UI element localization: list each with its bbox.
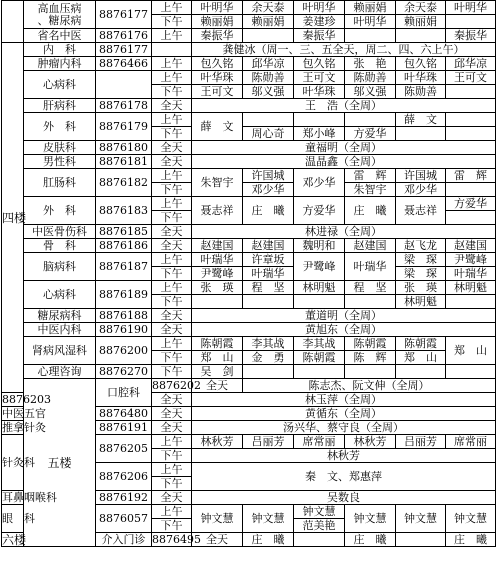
table-row: [2, 281, 496, 295]
period-cell: 上午: [152, 197, 192, 211]
schedule-note: 吴数良: [192, 491, 496, 505]
doctor-cell: 王可文: [192, 85, 243, 99]
schedule-note: 董道明（全周）: [192, 309, 496, 323]
period-cell: 全天: [152, 407, 192, 421]
table-row: [2, 337, 496, 351]
doctor-cell: 梁 琛: [396, 267, 446, 281]
doctor-cell: 程 坚: [243, 281, 294, 295]
doctor-cell: 庄 曦: [446, 533, 496, 547]
phone-cell: 8876180: [96, 141, 152, 155]
doctor-cell: 钟文慧: [294, 505, 345, 519]
dept-cell: 中医骨伤科: [24, 225, 96, 239]
doctor-cell: 方爱华: [294, 197, 345, 225]
doctor-cell: 陈朝霞: [192, 337, 243, 351]
doctor-cell: 庄 曦: [345, 197, 396, 225]
doctor-cell: 叶华珠: [396, 71, 446, 85]
doctor-cell: 叶瑞华: [192, 253, 243, 267]
period-cell: 全天: [152, 239, 192, 253]
doctor-cell: 金 勇: [243, 351, 294, 365]
doctor-cell: 庄 曦: [243, 533, 294, 547]
doctor-cell: 林秋芳: [192, 435, 243, 449]
dept-cell: 高血压病 、糖尿病: [24, 1, 96, 29]
doctor-cell: 钟文慧: [396, 505, 446, 533]
schedule-note: 秦 文、郑惠萍: [192, 463, 496, 491]
doctor-cell: 叶明华: [345, 15, 396, 29]
phone-cell: 8876191: [96, 421, 152, 435]
doctor-cell: 秦振华: [192, 29, 243, 43]
table-row: [2, 113, 496, 127]
period-cell: 上午: [152, 337, 192, 351]
phone-cell: 8876495: [152, 532, 201, 546]
period-cell: 全天: [152, 323, 192, 337]
period-cell: 下午: [152, 183, 192, 197]
doctor-cell: 郑小峰: [294, 127, 345, 141]
phone-cell: 8876466: [96, 57, 152, 71]
schedule-note: 林进禄（全周）: [192, 225, 496, 239]
period-cell: 下午: [152, 477, 192, 491]
doctor-cell: 赵建国: [192, 239, 243, 253]
phone-cell: 8876270: [96, 365, 152, 379]
phone-cell: 8876206: [96, 463, 152, 491]
doctor-cell: 邓少华: [396, 183, 446, 197]
dept-cell: 骨 科: [24, 239, 96, 253]
doctor-cell: 邱华凉: [243, 57, 294, 71]
doctor-cell: 邬义强: [345, 85, 396, 99]
table-row: [2, 197, 496, 211]
schedule-note: 王 浩（全周）: [192, 99, 496, 113]
period-cell: 全天: [192, 379, 243, 393]
table-row: [2, 309, 496, 323]
dept-cell: 省名中医: [24, 29, 96, 43]
dept-cell: 男性科: [24, 155, 96, 169]
doctor-cell: 赵建国: [243, 239, 294, 253]
dept-cell: 皮肤科: [24, 141, 96, 155]
period-cell: 上午: [152, 113, 192, 127]
period-cell: 全天: [152, 155, 192, 169]
period-cell: 下午: [152, 449, 192, 463]
doctor-cell: 姜建珍: [294, 15, 345, 29]
doctor-cell: 范美艳: [294, 519, 345, 533]
schedule-note: 童福明（全周）: [192, 141, 496, 155]
period-cell: 下午: [152, 351, 192, 365]
phone-cell: 8876192: [96, 491, 152, 505]
period-cell: 上午: [152, 281, 192, 295]
doctor-cell: 吕丽芳: [243, 435, 294, 449]
doctor-cell: 陈勋善: [345, 71, 396, 85]
table-row: [2, 71, 496, 85]
dept-cell: 内 科: [24, 43, 96, 57]
doctor-cell: 聂志祥: [192, 197, 243, 225]
dept-cell: 推拿针灸: [2, 420, 46, 434]
doctor-cell: 许国城: [243, 169, 294, 183]
table-row: [2, 379, 496, 393]
phone-cell: 8876178: [96, 99, 152, 113]
doctor-cell: 秦振华: [294, 29, 345, 43]
dept-cell: 中医五官: [2, 406, 46, 420]
phone-cell: 8876177: [96, 43, 152, 57]
period-cell: 上午: [152, 169, 192, 183]
phone-cell: 8876185: [96, 225, 152, 239]
phone-cell: 8876181: [96, 155, 152, 169]
doctor-cell: 庄 曦: [243, 197, 294, 225]
phone-cell: 8876189: [96, 281, 152, 309]
schedule-note: 黄旭东（全周）: [192, 323, 496, 337]
doctor-cell: 薛 文: [396, 113, 446, 127]
doctor-cell: 张 瑛: [396, 281, 446, 295]
schedule-table: [1, 0, 496, 547]
phone-cell: 8876202: [152, 378, 201, 392]
doctor-cell: 尹鹭峰: [294, 253, 345, 281]
table-row: [2, 365, 496, 379]
schedule-note: 陈志杰、阮文伸（全周）: [243, 379, 496, 393]
doctor-cell: 林明魁: [446, 281, 496, 295]
phone-cell: 8876200: [96, 337, 152, 365]
doctor-cell: 赖丽娟: [243, 15, 294, 29]
table-row: [2, 225, 496, 239]
dept-cell: 耳鼻咽喉科: [2, 490, 57, 504]
doctor-cell: 雷 辉: [446, 169, 496, 183]
period-cell: 下午: [152, 85, 192, 99]
doctor-cell: 林秋芳: [345, 435, 396, 449]
doctor-cell: 包久铭: [192, 57, 243, 71]
doctor-cell: 包久铭: [396, 57, 446, 71]
period-cell: 下午: [152, 365, 192, 379]
dept-cell: 肾病风湿科: [24, 337, 96, 365]
doctor-cell: 叶明华: [294, 1, 345, 15]
phone-cell: 8876177: [96, 1, 152, 29]
dept-cell: 外 科: [24, 113, 96, 141]
doctor-cell: 林明魁: [294, 281, 345, 295]
dept-cell: 针灸科: [2, 435, 24, 491]
period-cell: 上午: [152, 29, 192, 43]
doctor-cell: 吕丽芳: [396, 435, 446, 449]
phone-cell: 8876186: [96, 239, 152, 253]
period-cell: 下午: [152, 267, 192, 281]
doctor-cell: 方爱华: [446, 197, 496, 211]
doctor-cell: 林明魁: [396, 295, 446, 309]
doctor-cell: 余天泰: [243, 1, 294, 15]
phone-cell: 8876057: [96, 505, 152, 533]
table-row: [2, 43, 496, 57]
table-row: [2, 253, 496, 267]
doctor-cell: 许国城: [396, 169, 446, 183]
dept-cell: 心病科: [24, 71, 96, 99]
phone-cell: 8876179: [96, 113, 152, 141]
doctor-cell: 叶明华: [192, 1, 243, 15]
period-cell: 全天: [152, 225, 192, 239]
table-row: [2, 323, 496, 337]
doctor-cell: 陈勋善: [243, 71, 294, 85]
doctor-cell: 尹鹭峰: [192, 267, 243, 281]
doctor-cell: 尹鹭峰: [446, 253, 496, 267]
dept-cell: 心病科: [24, 281, 96, 309]
period-cell: 下午: [152, 211, 192, 225]
floor-label: 五楼: [24, 379, 96, 547]
dept-cell: 介入门诊: [96, 533, 152, 547]
period-cell: 上午: [152, 1, 192, 15]
doctor-cell: 李其战: [243, 337, 294, 351]
floor-label: 六楼: [2, 532, 27, 547]
table-row: [2, 169, 496, 183]
schedule-note: 林秋芳: [192, 449, 496, 463]
period-cell: 上午: [152, 57, 192, 71]
doctor-cell: 钟文慧: [345, 505, 396, 533]
period-cell: 全天: [152, 99, 192, 113]
phone-cell: 8876203: [2, 392, 51, 406]
phone-cell: 8876182: [96, 169, 152, 197]
period-cell: 上午: [152, 505, 192, 519]
doctor-cell: 赵飞龙: [396, 239, 446, 253]
doctor-cell: 赖丽娟: [192, 15, 243, 29]
period-cell: 上午: [152, 435, 192, 449]
floor-label: 四楼: [2, 43, 24, 393]
doctor-cell: 邬义强: [243, 85, 294, 99]
doctor-cell: 张 瑛: [192, 281, 243, 295]
doctor-cell: 许章坂: [243, 253, 294, 267]
phone-cell: 8876480: [96, 407, 152, 421]
doctor-cell: 陈朝霞: [294, 351, 345, 365]
doctor-cell: 席常丽: [294, 435, 345, 449]
phone-cell: 8876176: [96, 29, 152, 43]
period-cell: 全天: [152, 421, 192, 435]
table-row: [2, 239, 496, 253]
phone-cell: 8876188: [96, 309, 152, 323]
doctor-cell: 席常丽: [446, 435, 496, 449]
schedule-note: 汤兴华、蔡守良（全周）: [192, 421, 496, 435]
doctor-cell: 邓少华: [243, 183, 294, 197]
period-cell: 下午: [152, 519, 192, 533]
doctor-cell: 赖丽娟: [396, 15, 446, 29]
phone-cell: 8876183: [96, 197, 152, 225]
dept-cell: 肿瘤内科: [24, 57, 96, 71]
table-row: [2, 141, 496, 155]
doctor-cell: 包久铭: [294, 57, 345, 71]
doctor-cell: 邓少华: [294, 169, 345, 197]
doctor-cell: 秦振华: [446, 29, 496, 43]
doctor-cell: 叶瑞华: [345, 253, 396, 281]
dept-cell: 肛肠科: [24, 169, 96, 197]
period-cell: 全天: [152, 309, 192, 323]
dept-cell: 口腔科: [96, 379, 152, 407]
doctor-cell: 陈 辉: [345, 351, 396, 365]
doctor-cell: 叶明华: [446, 1, 496, 15]
schedule-note: 黄循东（全周）: [192, 407, 496, 421]
doctor-cell: 朱智宇: [345, 183, 396, 197]
doctor-cell: 庄 曦: [345, 533, 396, 547]
doctor-cell: 叶瑞华: [446, 267, 496, 281]
doctor-cell: 赵建国: [446, 239, 496, 253]
doctor-cell: 程 坚: [345, 281, 396, 295]
doctor-cell: 钟文慧: [243, 505, 294, 533]
doctor-cell: 赖丽娟: [345, 1, 396, 15]
period-cell: 上午: [152, 71, 192, 85]
period-cell: 下午: [152, 295, 192, 309]
phone-cell: 8876190: [96, 323, 152, 337]
dept-cell: 脑病科: [24, 253, 96, 281]
doctor-cell: 叶瑞华: [243, 267, 294, 281]
period-cell: 全天: [152, 141, 192, 155]
schedule-note: 林玉萍（全周）: [192, 393, 496, 407]
doctor-cell: 朱智宇: [192, 169, 243, 197]
doctor-cell: 陈朝霞: [396, 337, 446, 351]
table-row: [2, 29, 496, 43]
dept-cell: 眼 科: [2, 505, 24, 533]
dept-cell: 糖尿病科: [24, 309, 96, 323]
doctor-cell: 邱华凉: [446, 57, 496, 71]
phone-cell: 8876205: [96, 435, 152, 463]
dept-cell: 肝病科: [24, 99, 96, 113]
doctor-cell: 叶华珠: [192, 71, 243, 85]
dept-cell: 中医内科: [24, 323, 96, 337]
doctor-cell: 赵建国: [345, 239, 396, 253]
table-row: [2, 57, 496, 71]
dept-cell: 外 科: [24, 197, 96, 225]
doctor-cell: 陈勋善: [396, 85, 446, 99]
table-row: [2, 99, 496, 113]
period-cell: 上午: [152, 463, 192, 477]
table-row: [2, 155, 496, 169]
doctor-cell: 王可文: [294, 71, 345, 85]
doctor-cell: 郑 山: [396, 351, 446, 365]
period-cell: 全天: [192, 533, 243, 547]
doctor-cell: 薛 文: [192, 113, 243, 141]
dept-cell: 心理咨询: [24, 365, 96, 379]
doctor-cell: 余天泰: [396, 1, 446, 15]
period-cell: 全天: [152, 393, 192, 407]
doctor-cell: 钟文慧: [446, 505, 496, 533]
doctor-cell: 魏明和: [294, 239, 345, 253]
doctor-cell: 雷 辉: [345, 169, 396, 183]
doctor-cell: 钟文慧: [192, 505, 243, 533]
doctor-cell: 叶华珠: [294, 85, 345, 99]
doctor-cell: 郑 山: [446, 337, 496, 365]
doctor-cell: 梁 琛: [396, 253, 446, 267]
period-cell: 下午: [152, 15, 192, 29]
period-cell: 上午: [152, 253, 192, 267]
doctor-cell: 王可文: [446, 71, 496, 85]
table-row: [2, 1, 496, 15]
doctor-cell: 聂志祥: [396, 197, 446, 225]
doctor-cell: 吴 剑: [192, 365, 243, 379]
doctor-cell: 方爱华: [345, 127, 396, 141]
doctor-cell: 李其战: [294, 337, 345, 351]
period-cell: 下午: [152, 127, 192, 141]
doctor-cell: 周心奇: [243, 127, 294, 141]
period-cell: 全天: [152, 491, 192, 505]
doctor-cell: 陈朝霞: [345, 337, 396, 351]
schedule-note: 龚健冰（周一、三、五全天，周二、四、六上午）: [192, 43, 496, 57]
schedule-note: 温晶鑫（全周）: [192, 155, 496, 169]
phone-cell: 8876187: [96, 253, 152, 281]
doctor-cell: 郑 山: [192, 351, 243, 365]
doctor-cell: 张 艳: [345, 57, 396, 71]
